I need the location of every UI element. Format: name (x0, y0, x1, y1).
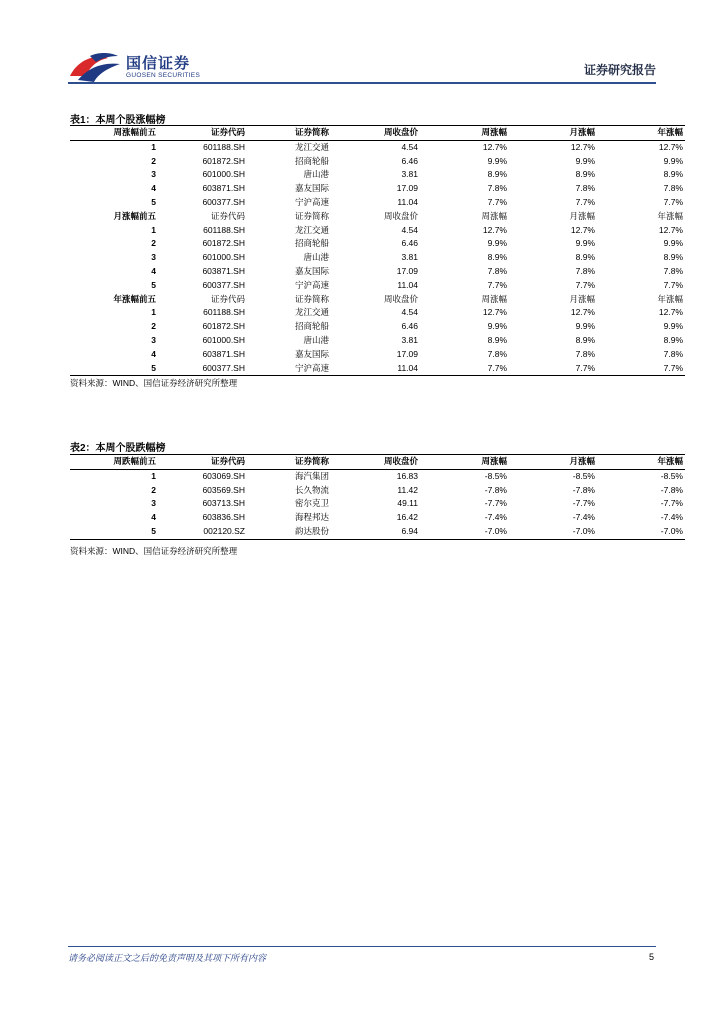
yearly-change-cell: 7.7% (663, 279, 683, 290)
name-cell: 长久物流 (294, 484, 329, 495)
weekly-change-cell: -7.7% (484, 498, 507, 509)
yearly-section-header-row (70, 293, 685, 307)
code-cell: 601000.SH (202, 252, 245, 263)
weekly-change-cell: -7.0% (420, 525, 509, 539)
close-cell: 4.54 (401, 141, 418, 152)
name-cell: 密尔克卫 (294, 498, 329, 509)
yearly-change-cell: 9.9% (663, 321, 683, 332)
monthly-change-cell: 7.8% (575, 265, 595, 276)
yearly-change-cell: 7.7% (597, 362, 685, 376)
close-cell: 17.09 (396, 183, 418, 194)
monthly-change-cell: -7.0% (509, 525, 597, 539)
yearly-change-cell: 7.7% (663, 196, 683, 207)
monthly-change-cell: 12.7% (570, 224, 595, 235)
table1-source: 资料来源：WIND、国信证券经济研究所整理 (70, 378, 238, 388)
header-divider (68, 82, 656, 84)
close-cell: 4.54 (401, 307, 418, 318)
code-cell: 600377.SH (202, 279, 245, 290)
guosen-logo (68, 50, 208, 86)
weekly-change-cell: 7.7% (420, 362, 509, 376)
close-cell: 3.81 (401, 169, 418, 180)
yearly-change-cell: -7.7% (660, 498, 683, 509)
monthly-change-cell: 8.9% (575, 334, 595, 345)
weekly-change-cell: 9.9% (487, 321, 507, 332)
weekly-change-cell: 12.7% (482, 141, 507, 152)
yearly-change-cell: 8.9% (663, 169, 683, 180)
weekly-change-cell: 7.7% (487, 279, 507, 290)
rank-cell: 4 (151, 183, 156, 194)
monthly-change-cell: 12.7% (570, 307, 595, 318)
code-cell: 600377.SH (158, 362, 247, 376)
name-cell: 嘉友国际 (294, 265, 329, 276)
rank-cell: 5 (70, 525, 158, 539)
yearly-change-cell: 12.7% (658, 141, 683, 152)
weekly-change-cell: -8.5% (484, 470, 507, 481)
table-row (70, 182, 685, 196)
guosen-logo-icon (68, 50, 124, 84)
table-row (70, 306, 685, 320)
col-header: 周涨幅 (481, 210, 507, 221)
footer-divider (68, 946, 656, 947)
monthly-change-cell: 7.7% (509, 362, 597, 376)
rank-cell: 3 (151, 334, 156, 345)
close-cell: 17.09 (396, 265, 418, 276)
weekly-change-cell: 7.8% (487, 348, 507, 359)
col-header: 周涨幅前五 (70, 126, 158, 141)
monthly-change-cell: 7.8% (575, 183, 595, 194)
code-cell: 600377.SH (202, 196, 245, 207)
code-cell: 601000.SH (202, 334, 245, 345)
rank-cell: 1 (151, 224, 156, 235)
yearly-change-cell: 9.9% (663, 155, 683, 166)
yearly-change-cell: 12.7% (658, 224, 683, 235)
table-row (70, 525, 685, 539)
yearly-change-cell: 9.9% (663, 238, 683, 249)
name-cell: 宁沪高速 (247, 362, 331, 376)
col-header: 周收盘价 (383, 210, 418, 221)
col-header: 证券代码 (210, 293, 245, 304)
yearly-change-cell: -7.0% (597, 525, 685, 539)
table2-caption: 表2：本周个股跌幅榜 (70, 443, 166, 454)
weekly-change-cell: 8.9% (487, 334, 507, 345)
monthly-change-cell: -7.4% (572, 512, 595, 523)
monthly-change-cell: -8.5% (572, 470, 595, 481)
weekly-change-cell: 7.8% (487, 265, 507, 276)
table-row (70, 251, 685, 265)
close-cell: 11.04 (331, 362, 420, 376)
page-header (0, 0, 724, 90)
section-label: 月涨幅前五 (113, 210, 156, 221)
close-cell: 11.42 (397, 484, 418, 495)
close-cell: 16.42 (396, 512, 418, 523)
col-header: 证券代码 (158, 455, 247, 470)
rank-cell: 2 (151, 321, 156, 332)
code-cell: 601872.SH (202, 155, 245, 166)
yearly-change-cell: 8.9% (663, 252, 683, 263)
table-row (70, 140, 685, 154)
table-row (70, 196, 685, 210)
table-row (70, 155, 685, 169)
yearly-change-cell: -7.8% (660, 484, 683, 495)
table-row (70, 469, 685, 483)
table-row (70, 362, 685, 376)
close-cell: 17.09 (396, 348, 418, 359)
monthly-change-cell: 7.7% (575, 279, 595, 290)
close-cell: 11.04 (397, 196, 418, 207)
name-cell: 嘉友国际 (294, 183, 329, 194)
weekly-change-cell: 9.9% (487, 155, 507, 166)
yearly-change-cell: 7.8% (663, 183, 683, 194)
col-header: 周收盘价 (331, 126, 420, 141)
name-cell: 龙江交通 (294, 141, 329, 152)
weekly-change-cell: 8.9% (487, 169, 507, 180)
logo-english-name: GUOSEN SECURITIES (126, 72, 201, 79)
monthly-change-cell: 9.9% (575, 321, 595, 332)
table-row (70, 224, 685, 238)
weekly-change-cell: 8.9% (487, 252, 507, 263)
table-row (70, 511, 685, 525)
footer-disclaimer: 请务必阅读正文之后的免责声明及其项下所有内容 (68, 953, 267, 963)
code-cell: 601000.SH (202, 169, 245, 180)
weekly-change-cell: 9.9% (487, 238, 507, 249)
weekly-change-cell: 7.7% (487, 196, 507, 207)
rank-cell: 5 (151, 279, 156, 290)
monthly-change-cell: -7.7% (572, 498, 595, 509)
code-cell: 603569.SH (202, 484, 245, 495)
monthly-change-cell: 9.9% (575, 155, 595, 166)
name-cell: 招商轮船 (294, 321, 329, 332)
table2-losers (70, 454, 685, 540)
close-cell: 3.81 (401, 252, 418, 263)
col-header: 年涨幅 (597, 455, 685, 470)
table-row (70, 265, 685, 279)
code-cell: 603871.SH (202, 348, 245, 359)
col-header: 周收盘价 (383, 293, 418, 304)
monthly-change-cell: 7.7% (575, 196, 595, 207)
rank-cell: 3 (151, 169, 156, 180)
col-header: 月涨幅 (509, 455, 597, 470)
monthly-change-cell: -7.8% (572, 484, 595, 495)
weekly-change-cell: -7.4% (484, 512, 507, 523)
table-row (70, 168, 685, 182)
col-header: 周跌幅前五 (70, 455, 158, 470)
col-header: 周收盘价 (331, 455, 420, 470)
code-cell: 603836.SH (202, 512, 245, 523)
weekly-change-cell: 12.7% (482, 224, 507, 235)
name-cell: 嘉友国际 (294, 348, 329, 359)
table-row (70, 484, 685, 498)
yearly-change-cell: 7.8% (663, 265, 683, 276)
rank-cell: 4 (151, 265, 156, 276)
code-cell: 601872.SH (202, 321, 245, 332)
table-row (70, 237, 685, 251)
table-row (70, 320, 685, 334)
rank-cell: 5 (70, 362, 158, 376)
col-header: 证券简称 (247, 126, 331, 141)
monthly-change-cell: 8.9% (575, 252, 595, 263)
col-header: 月涨幅 (569, 210, 595, 221)
col-header: 证券简称 (294, 293, 329, 304)
table-row (70, 334, 685, 348)
rank-cell: 2 (151, 484, 156, 495)
close-cell: 6.94 (331, 525, 420, 539)
close-cell: 3.81 (401, 334, 418, 345)
yearly-change-cell: 7.8% (663, 348, 683, 359)
col-header: 周涨幅 (420, 455, 509, 470)
close-cell: 11.04 (397, 279, 418, 290)
table-row (70, 497, 685, 511)
name-cell: 唐山港 (303, 334, 329, 345)
col-header: 证券简称 (247, 455, 331, 470)
col-header: 周涨幅 (420, 126, 509, 141)
weekly-change-cell: 12.7% (482, 307, 507, 318)
col-header: 月涨幅 (569, 293, 595, 304)
name-cell: 招商轮船 (294, 238, 329, 249)
col-header: 年涨幅 (657, 210, 683, 221)
yearly-change-cell: 8.9% (663, 334, 683, 345)
yearly-change-cell: -8.5% (660, 470, 683, 481)
yearly-change-cell: 12.7% (658, 307, 683, 318)
close-cell: 4.54 (401, 224, 418, 235)
table1-caption: 表1：本周个股涨幅榜 (70, 115, 166, 126)
rank-cell: 5 (151, 196, 156, 207)
weekly-change-cell: -7.8% (484, 484, 507, 495)
code-cell: 603871.SH (202, 265, 245, 276)
close-cell: 16.83 (396, 470, 418, 481)
page-number: 5 (648, 952, 654, 962)
col-header: 月涨幅 (509, 126, 597, 141)
rank-cell: 4 (151, 512, 156, 523)
rank-cell: 1 (151, 141, 156, 152)
logo-chinese-name: 国信证券 (126, 55, 191, 72)
table-row (70, 348, 685, 362)
rank-cell: 3 (151, 498, 156, 509)
report-type-label: 证券研究报告 (583, 63, 656, 77)
code-cell: 603069.SH (202, 470, 245, 481)
table1-header-row (70, 126, 685, 141)
close-cell: 49.11 (397, 498, 418, 509)
code-cell: 603871.SH (202, 183, 245, 194)
monthly-change-cell: 12.7% (570, 141, 595, 152)
name-cell: 招商轮船 (294, 155, 329, 166)
name-cell: 龙江交通 (294, 307, 329, 318)
close-cell: 6.46 (401, 321, 418, 332)
monthly-change-cell: 7.8% (575, 348, 595, 359)
col-header: 证券简称 (294, 210, 329, 221)
code-cell: 603713.SH (202, 498, 245, 509)
code-cell: 601188.SH (203, 141, 245, 152)
table-row (70, 279, 685, 293)
col-header: 周涨幅 (481, 293, 507, 304)
rank-cell: 2 (151, 238, 156, 249)
monthly-section-header-row (70, 210, 685, 224)
rank-cell: 2 (151, 155, 156, 166)
table2-source: 资料来源：WIND、国信证券经济研究所整理 (70, 546, 238, 556)
name-cell: 海汽集团 (294, 470, 329, 481)
col-header: 证券代码 (210, 210, 245, 221)
col-header: 年涨幅 (597, 126, 685, 141)
monthly-change-cell: 8.9% (575, 169, 595, 180)
rank-cell: 3 (151, 252, 156, 263)
name-cell: 海程邦达 (294, 512, 329, 523)
code-cell: 601872.SH (202, 238, 245, 249)
code-cell: 601188.SH (203, 307, 245, 318)
table2-header-row (70, 455, 685, 470)
col-header: 年涨幅 (657, 293, 683, 304)
section-label: 年涨幅前五 (113, 293, 156, 304)
yearly-change-cell: -7.4% (660, 512, 683, 523)
rank-cell: 4 (151, 348, 156, 359)
monthly-change-cell: 9.9% (575, 238, 595, 249)
name-cell: 唐山港 (303, 169, 329, 180)
name-cell: 唐山港 (303, 252, 329, 263)
rank-cell: 1 (151, 470, 156, 481)
close-cell: 6.46 (401, 155, 418, 166)
weekly-change-cell: 7.8% (487, 183, 507, 194)
close-cell: 6.46 (401, 238, 418, 249)
table1-gainers (70, 125, 685, 376)
name-cell: 龙江交通 (294, 224, 329, 235)
name-cell: 韵达股份 (247, 525, 331, 539)
code-cell: 002120.SZ (158, 525, 247, 539)
name-cell: 宁沪高速 (294, 279, 329, 290)
rank-cell: 1 (151, 307, 156, 318)
name-cell: 宁沪高速 (294, 196, 329, 207)
col-header: 证券代码 (158, 126, 247, 141)
code-cell: 601188.SH (203, 224, 245, 235)
